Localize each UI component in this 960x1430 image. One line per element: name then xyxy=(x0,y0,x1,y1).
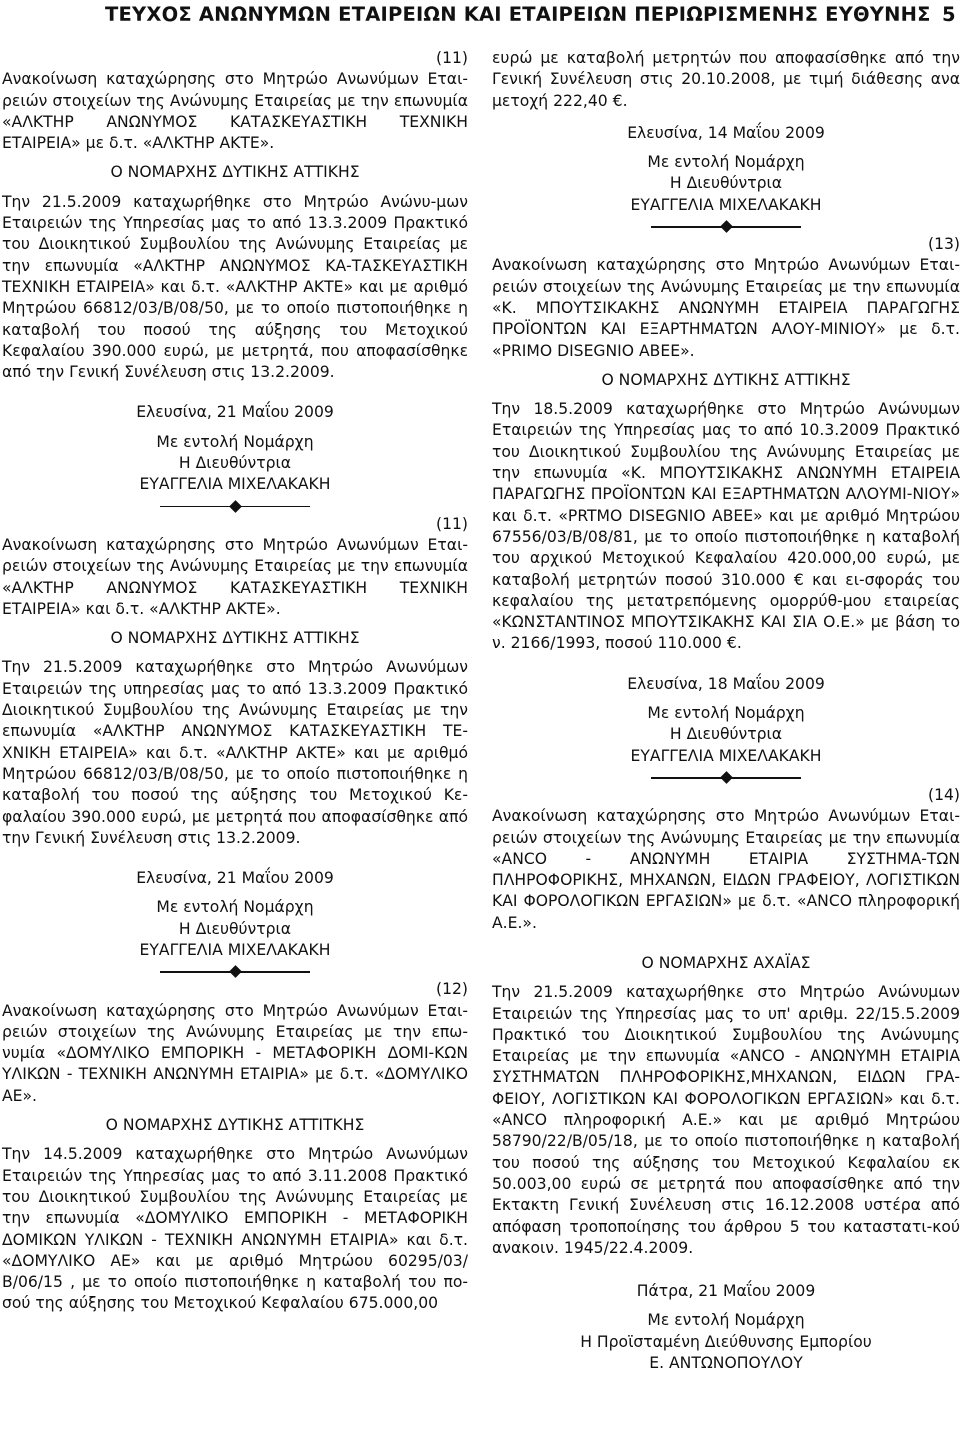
notice-heading: Ανακοίνωση καταχώρησης στο Μητρώο Ανωνύμων Εται-ρειών στοιχείων της Ανώνυμης Εταιρείας με την επωνυμία «ANCO - ΑΝΩΝΥΜΗ ΕΤΑΙΡΙΑ ΣΥΣΤΗΜΑ-ΤΩΝ ΠΛΗΡΟΦΟΡΙΚΗΣ, ΜΗΧΑΝΩΝ, ΕΙΔΩΝ ΓΡΑΦΕΙΟΥ, ΛΟΓΙΣΤΙΚΩΝ ΚΑΙ ΦΟΡΟΛΟΓΙΚΩΝ ΕΡΓΑΣΙΩΝ» με δ.τ. «ANCO πληροφορική Α.Ε.». xyxy=(492,807,960,932)
section-separator xyxy=(160,965,310,979)
left-column xyxy=(2,48,468,1315)
signature-role: Η Προϊσταμένη Διεύθυνσης Εμπορίου xyxy=(580,1332,872,1351)
signature-role: Η Διευθύντρια xyxy=(178,454,292,473)
diamond-icon xyxy=(720,220,733,233)
notice-body-continued: ευρώ με καταβολή μετρητών που αποφασίσθηκε από την Γενική Συνέλευση στις 20.10.2008, με τιμή διάθεσης ανα μετοχή 222,40 €. xyxy=(492,49,960,110)
signature-name: ΕΥΑΓΓΕΛΙΑ ΜΙΧΕΛΑΚΑΚΗ xyxy=(630,195,822,214)
notice-11a xyxy=(2,48,468,514)
signature-order: Με εντολή Νομάρχη xyxy=(156,898,314,917)
notice-14 xyxy=(492,785,960,1374)
notice-body: Την 21.5.2009 καταχωρήθηκε στο Μητρώο Ανώνυμων Εταιρειών της Υπηρεσίας μας το υπ' αριθμ. 22/15.5.2009 Πρακτικό του Διοικητικού Συμβουλίου της Ανώνυμης Εταιρείας με την επωνυμία «ANCO - ΑΝΩΝΥΜΗ ΕΤΑΙΡΙΑ ΣΥΣΤΗΜΑΤΩΝ ΠΛΗΡΟΦΟΡΙΚΗΣ,ΜΗΧΑΝΩΝ, ΕΙΔΩΝ ΓΡΑ-ΦΕΙΟΥ, ΛΟΓΙΣΤΙΚΩΝ ΚΑΙ ΦΟΡΟΛΟΓΙΚΩΝ ΕΡΓΑΣΙΩΝ» και δ.τ. «ANCO πληροφορική Α.Ε.» και με αριθμό Μητρώου 58790/22/Β/05/18, με το οποίο πιστοποιήθηκε η καταβολή του ποσού της αύξησης του Μετοχικού Κεφαλαίου εκ 50.003,00 ευρώ σε μετρητά που αποφασίσθηκε από την Εκτακτη Γενική Συνέλευση στις 16.12.2008 υστέρα από απόφαση τροποποίησης του άρθρου 5 του καταστατι-κού ανακοιν. 1945/22.4.2009. xyxy=(492,983,960,1257)
notice-body: Την 21.5.2009 καταχωρήθηκε στο Μητρώο Ανώνυ-μων Εταιρειών της Υπηρεσίας μας το από 13.3.2009 Πρακτικό του Διοικητικού Συμβουλίου της Ανώνυμης Εταιρείας με την επωνυμία «ΑΛΚΤΗΡ ΑΝΩΝΥΜΟΣ ΚΑ-ΤΑΣΚΕΥΑΣΤΙΚΗ ΤΕΧΝΙΚΗ ΕΤΑΙΡΕΙΑ» και δ.τ. «ΑΛΚΤΗΡ ΑΚΤΕ» και με αριθμό Μητρώου 66812/03/Β/08/50, με το οποίο πιστοποιήθηκε η καταβολή του ποσού της αύξησης του Μετοχικού Κεφαλαίου 390.000 ευρώ, με μετρητά, που αποφασίσθηκε από την Γενική Συνέλευση στις 13.2.2009. xyxy=(2,192,468,382)
notice-number: (11) xyxy=(435,514,468,533)
signature-role: Η Διευθύντρια xyxy=(669,174,783,193)
signature-name: ΕΥΑΓΓΕΛΙΑ ΜΙΧΕΛΑΚΑΚΗ xyxy=(139,940,331,959)
notice-number: (12) xyxy=(435,980,468,999)
page-number: 5 xyxy=(942,3,956,26)
signature-order: Με εντολή Νομάρχη xyxy=(647,153,805,172)
notice-authority: Ο ΝΟΜΑΡΧΗΣ ΔΥΤΙΚΗΣ ΑΤΤΙΚΗΣ xyxy=(601,370,851,389)
journal-issue-title: ΤΕΥΧΟΣ ΑΝΩΝΥΜΩΝ ΕΤΑΙΡΕΙΩΝ ΚΑΙ ΕΤΑΙΡΕΙΩΝ ΠΕΡΙΩΡΙΣΜΕΝΗΣ ΕΥΘΥΝΗΣ xyxy=(105,3,931,26)
page-header xyxy=(0,2,960,28)
signature-role: Η Διευθύντρια xyxy=(178,919,292,938)
signature-name: ΕΥΑΓΓΕΛΙΑ ΜΙΧΕΛΑΚΑΚΗ xyxy=(630,746,822,765)
notice-13 xyxy=(492,234,960,785)
diamond-icon xyxy=(720,771,733,784)
signature-order: Με εντολή Νομάρχη xyxy=(156,432,314,451)
notice-place-date: Ελευσίνα, 21 Μαΐου 2009 xyxy=(136,403,334,422)
notice-11b xyxy=(2,514,468,980)
notice-number: (14) xyxy=(927,785,960,804)
notice-place-date: Ελευσίνα, 14 Μαΐου 2009 xyxy=(627,123,825,142)
signature-order: Με εντολή Νομάρχη xyxy=(647,704,805,723)
notice-place-date: Ελευσίνα, 21 Μαΐου 2009 xyxy=(136,869,334,888)
notice-heading: Ανακοίνωση καταχώρησης στο Μητρώο Ανωνύμων Εται-ρειών στοιχείων της Ανώνυμης Εταιρείας με την επω-νυμία «ΔΟΜΥΛΙΚΟ ΕΜΠΟΡΙΚΗ - ΜΕΤΑΦΟΡΙΚΗ ΔΟΜΙ-ΚΩΝ ΥΛΙΚΩΝ - ΤΕΧΝΙΚΗ ΑΝΩΝΥΜΗ ΕΤΑΙΡΙΑ» με δ.τ. «ΔΟΜΥΛΙΚΟ ΑΕ». xyxy=(2,1001,468,1105)
section-separator xyxy=(651,771,801,785)
notice-heading: Ανακοίνωση καταχώρησης στο Μητρώο Ανωνύμων Εται-ρειών στοιχείων της Ανώνυμης Εταιρείας με την επωνυμία «ΑΛΚΤΗΡ ΑΝΩΝΥΜΟΣ ΚΑΤΑΣΚΕΥΑΣΤΙΚΗ ΤΕΧΝΙΚΗ ΕΤΑΙΡΕΙΑ» και δ.τ. «ΑΛΚΤΗΡ ΑΚΤΕ». xyxy=(2,535,468,618)
signature-order: Με εντολή Νομάρχη xyxy=(647,1311,805,1330)
notice-number: (13) xyxy=(927,235,960,254)
notice-authority: Ο ΝΟΜΑΡΧΗΣ ΔΥΤΙΚΗΣ ΑΤΤΙΚΗΣ xyxy=(110,629,360,648)
notice-heading: Ανακοίνωση καταχώρησης στο Μητρώο Ανωνύμων Εται-ρειών στοιχείων της Ανώνυμης Εταιρείας με την επωνυμία «ΑΛΚΤΗΡ ΑΝΩΝΥΜΟΣ ΚΑΤΑΣΚΕΥΑΣΤΙΚΗ ΤΕΧΝΙΚΗ ΕΤΑΙΡΕΙΑ» με δ.τ. «ΑΛΚΤΗΡ ΑΚΤΕ». xyxy=(2,70,468,153)
diamond-icon xyxy=(229,500,242,513)
section-separator xyxy=(651,220,801,234)
notice-12 xyxy=(2,979,468,1314)
signature-name: ΕΥΑΓΓΕΛΙΑ ΜΙΧΕΛΑΚΑΚΗ xyxy=(139,475,331,494)
notice-authority: Ο ΝΟΜΑΡΧΗΣ ΔΥΤΙΚΗΣ ΑΤΤΙΤΚΗΣ xyxy=(105,1116,365,1135)
notice-body: Την 21.5.2009 καταχωρήθηκε στο Μητρώο Ανωνύμων Εταιρειών της υπηρεσίας μας το από 13.3.2009 Πρακτικό Διοικητικού Συμβουλίου της Ανώνυμης Εταιρείας με την επωνυμία «ΑΛΚΤΗΡ ΑΝΩΝΥΜΟΣ ΚΑΤΑΣΚΕΥΑΣΤΙΚΗ ΤΕ-ΧΝΙΚΗ ΕΤΑΙΡΕΙΑ» και δ.τ. «ΑΛΚΤΗΡ ΑΚΤΕ» και με αριθμό Μητρώου 66812/03/Β/08/50, με το οποίο πιστοποιήθηκε η καταβολή του ποσού της αύξησης του Μετοχικού Κε-φαλαίου 390.000 ευρώ, με μετρητά που αποφασίσθηκε από την Γενική Συνέλευση στις 13.2.2009. xyxy=(2,658,468,847)
diamond-icon xyxy=(229,965,242,978)
signature-role: Η Διευθύντρια xyxy=(669,725,783,744)
notice-number: (11) xyxy=(435,49,468,67)
notice-authority: Ο ΝΟΜΑΡΧΗΣ ΔΥΤΙΚΗΣ ΑΤΤΙΚΗΣ xyxy=(110,163,360,182)
notice-body: Την 14.5.2009 καταχωρήθηκε στο Μητρώο Ανωνύμων Εταιρειών της Υπηρεσίας μας το από 3.11.2008 Πρακτικό του Διοικητικού Συμβουλίου της Ανώνυμης Εταιρείας με την επωνυμία «ΔΟΜΥΛΙΚΟ ΕΜΠΟΡΙΚΗ - ΜΕΤΑΦΟΡΙΚΗ ΔΟΜΙΚΩΝ ΥΛΙΚΩΝ - ΤΕΧΝΙΚΗ ΑΝΩΝΥΜΗ ΕΤΑΙΡΙΑ» και δ.τ. «ΔΟΜΥΛΙΚΟ ΑΕ» και με αριθμό Μητρώου 60295/03/ Β/06/15 , με το οποίο πιστοποιήθηκε η καταβολή του πο-σού της αύξησης του Μετοχικού Κεφαλαίου 675.000,00 xyxy=(2,1145,468,1313)
notice-place-date: Πάτρα, 21 Μαΐου 2009 xyxy=(636,1282,816,1301)
notice-authority: Ο ΝΟΜΑΡΧΗΣ ΑΧΑΪΑΣ xyxy=(641,953,811,972)
signature-name: Ε. ΑΝΤΩΝΟΠΟΥΛΟΥ xyxy=(649,1354,803,1373)
section-separator xyxy=(160,500,310,514)
right-column xyxy=(492,48,960,1374)
notice-body: Την 18.5.2009 καταχωρήθηκε στο Μητρώο Ανώνυμων Εταιρειών της Υπηρεσίας μας το από 10.3.2009 Πρακτικό του Διοικητικού Συμβουλίου της Ανώνυμης Εταιρείας με την επωνυμία «Κ. ΜΠΟΥΤΣΙΚΑΚΗΣ ΑΝΩΝΥΜΗ ΕΤΑΙΡΕΙΑ ΠΑΡΑΓΩΓΗΣ ΠΡΟΪΟΝΤΩΝ ΚΑΙ ΕΞΑΡΤΗΜΑΤΩΝ ΑΛΟΥΜΙ-ΝΙΟΥ» και δ.τ. «PRTMO DISEGNIO ΑΒΕΕ» και με αριθμό Μητρώου 67556/03/Β/08/81, με το οποίο πιστοποιήθηκε η καταβολή του αρχικού Μετοχικού Κεφαλαίου 420.000,00 ευρώ, με καταβολή μετρητών ποσού 310.000 € και ει-σφοράς του κεφαλαίου της μετατρεπόμενης ομορρύθ-μου εταιρείας «ΚΩΝΣΤΑΝΤΙΝΟΣ ΜΠΟΥΤΣΙΚΑΚΗΣ ΚΑΙ ΣΙΑ Ο.Ε.» με βάση το ν. 2166/1993, ποσού 110.000 €. xyxy=(492,400,960,653)
notice-place-date: Ελευσίνα, 18 Μαΐου 2009 xyxy=(627,674,825,693)
notice-heading: Ανακοίνωση καταχώρησης στο Μητρώο Ανωνύμων Εται-ρειών στοιχείων της Ανώνυμης Εταιρείας με την επωνυμία «Κ. ΜΠΟΥΤΣΙΚΑΚΗΣ ΑΝΩΝΥΜΗ ΕΤΑΙΡΕΙΑ ΠΑΡΑΓΩΓΗΣ ΠΡΟΪΟΝΤΩΝ ΚΑΙ ΕΞΑΡΤΗΜΑΤΩΝ ΑΛΟΥ-ΜΙΝΙΟΥ» με δ.τ. «PRIMO DISEGNIO ΑΒΕΕ». xyxy=(492,256,960,360)
